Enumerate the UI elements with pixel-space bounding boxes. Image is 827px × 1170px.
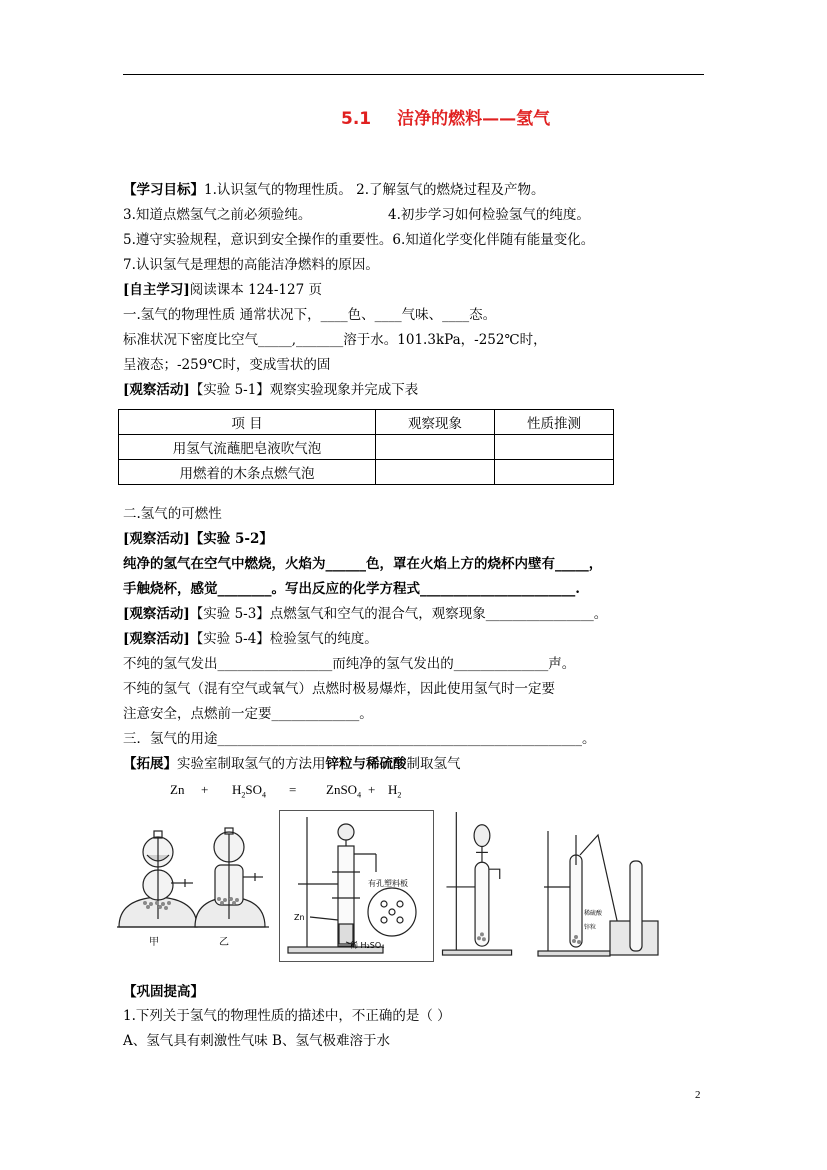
table-header-cell: 项 目 [119, 410, 376, 435]
label-acid: 稀 H₂SO₄ [350, 941, 385, 950]
purity-line-1: 不纯的氢气发出_________________而纯净的氢气发出的______________声。 [123, 656, 576, 672]
observation-table [118, 409, 614, 485]
eq-h2so4-h: H [232, 782, 242, 797]
label-zinc-granules: 锌粒 [584, 924, 597, 931]
eq-h2-sub: 2 [397, 790, 402, 800]
self-study-label: [自主学习] [123, 282, 190, 298]
observe-4-label: [观察活动] [123, 631, 190, 647]
eq-plus-1: + [201, 782, 209, 797]
extension-post: 制取氢气 [406, 756, 461, 772]
eq-h2-h: H [388, 782, 398, 797]
section-2-heading: 二.氢气的可燃性 [123, 506, 222, 522]
observe-1-line [123, 381, 418, 399]
eq-h2so4-sub2: 2 [241, 790, 246, 800]
observe-2-label: [观察活动] [123, 531, 190, 547]
eq-h2so4 [232, 782, 266, 800]
table-row [119, 435, 614, 460]
table-header-row [119, 410, 614, 435]
table-cell: 用燃着的木条点燃气泡 [119, 460, 376, 485]
self-study-line [123, 281, 322, 299]
extension-line [123, 755, 461, 773]
goals-label: 【学习目标】 [123, 182, 204, 198]
goals-text-2a: 3.知道点燃氢气之前必须验纯。 [123, 207, 312, 223]
label-jia: 甲 [149, 937, 159, 948]
table-cell: 用氢气流蘸肥皂液吹气泡 [119, 435, 376, 460]
goals-text-2b: 4.初步学习如何检验氢气的纯度。 [388, 207, 590, 223]
goals-line-2 [123, 206, 311, 224]
observe-4-text: 【实验 5-4】检验氢气的纯度。 [189, 631, 378, 647]
purity-line-2: 不纯的氢气（混有空气或氧气）点燃时极易爆炸，因此使用氢气时一定要 [123, 681, 555, 697]
label-dilute-acid: 稀硫酸 [584, 910, 603, 917]
question-1-options: A、氢气具有刺激性气味 B、氢气极难溶于水 [123, 1033, 390, 1049]
page-title [341, 104, 550, 129]
table-header-cell: 性质推测 [495, 410, 614, 435]
table-cell [376, 435, 495, 460]
observe-4-line [123, 630, 378, 648]
eq-h2so4-so: SO [245, 782, 263, 797]
goals-line-4: 7.认识氢气是理想的高能洁净燃料的原因。 [123, 257, 379, 273]
eq-equals: = [289, 782, 297, 797]
goals-line-2b [388, 206, 590, 224]
table-cell [495, 435, 614, 460]
header-rule [123, 74, 704, 75]
page-number: 2 [695, 1089, 701, 1101]
question-1: 1.下列关于氢气的物理性质的描述中，不正确的是（ ） [123, 1008, 451, 1024]
combustion-question-2: 手触烧杯，感觉________。写出反应的化学方程式_______________________. [123, 581, 580, 597]
uses-line: 三．氢气的用途______________________________________________________。 [123, 731, 596, 747]
kipp-generator-figure [113, 818, 275, 968]
eq-znso4-sub: 4 [357, 790, 362, 800]
extension-bold: 锌粒与稀硫酸 [325, 756, 407, 772]
goals-line-3: 5.遵守实验规程，意识到安全操作的重要性。6.知道化学变化伴随有能量变化。 [123, 232, 595, 248]
goals-line-1 [123, 181, 545, 199]
eq-plus-2: + [368, 782, 376, 797]
combustion-question-1: 纯净的氢气在空气中燃烧，火焰为______色，罩在火焰上方的烧杯内壁有_____， [123, 556, 603, 572]
observe-1-label: [观察活动] [123, 382, 190, 398]
self-study-p3: 呈液态；-259℃时，变成雪状的固 [123, 357, 331, 373]
eq-znso4 [326, 782, 361, 800]
observe-3-label: [观察活动] [123, 606, 190, 622]
test-tube-figure [436, 808, 524, 958]
label-yi: 乙 [219, 937, 229, 948]
label-plate: 有孔塑料板 [368, 879, 408, 888]
extension-pre: 实验室制取氢气的方法用 [177, 756, 326, 772]
eq-h2 [388, 782, 401, 800]
observe-1-text: 【实验 5-1】观察实验现象并完成下表 [189, 382, 419, 398]
section-number: 5.1 [341, 109, 372, 129]
title-text: 洁净的燃料——氢气 [397, 109, 551, 129]
self-study-p2: 标准状况下密度比空气_____,_______溶于水。101.3kPa，-252℃时， [123, 332, 547, 348]
table-header-cell: 观察现象 [376, 410, 495, 435]
observe-3-text: 【实验 5-3】点燃氢气和空气的混合气，观察现象________________。 [189, 606, 608, 622]
observe-2-text: 【实验 5-2】 [189, 531, 273, 547]
self-study-text: 阅读课本 124-127 页 [189, 282, 322, 298]
eq-h2so4-sub4: 4 [262, 790, 267, 800]
consolidation-heading: 【巩固提高】 [123, 984, 204, 1000]
table-row [119, 460, 614, 485]
goals-text-1: 1.认识氢气的物理性质。 2.了解氢气的燃烧过程及产物。 [204, 182, 545, 198]
table-cell [495, 460, 614, 485]
label-zn: Zn [294, 913, 305, 922]
observe-3-line [123, 605, 607, 623]
eq-zn: Zn [170, 782, 185, 797]
gas-collection-figure [536, 818, 664, 968]
eq-znso4-text: ZnSO [326, 782, 358, 797]
observe-2-line [123, 530, 273, 548]
extension-label: 【拓展】 [123, 756, 177, 772]
plate-apparatus-figure [280, 811, 431, 961]
purity-line-3: 注意安全，点燃前一定要_____________。 [123, 706, 373, 722]
table-cell [376, 460, 495, 485]
self-study-p1: 一.氢气的物理性质 通常状况下，____色、____气味、____态。 [123, 307, 497, 323]
